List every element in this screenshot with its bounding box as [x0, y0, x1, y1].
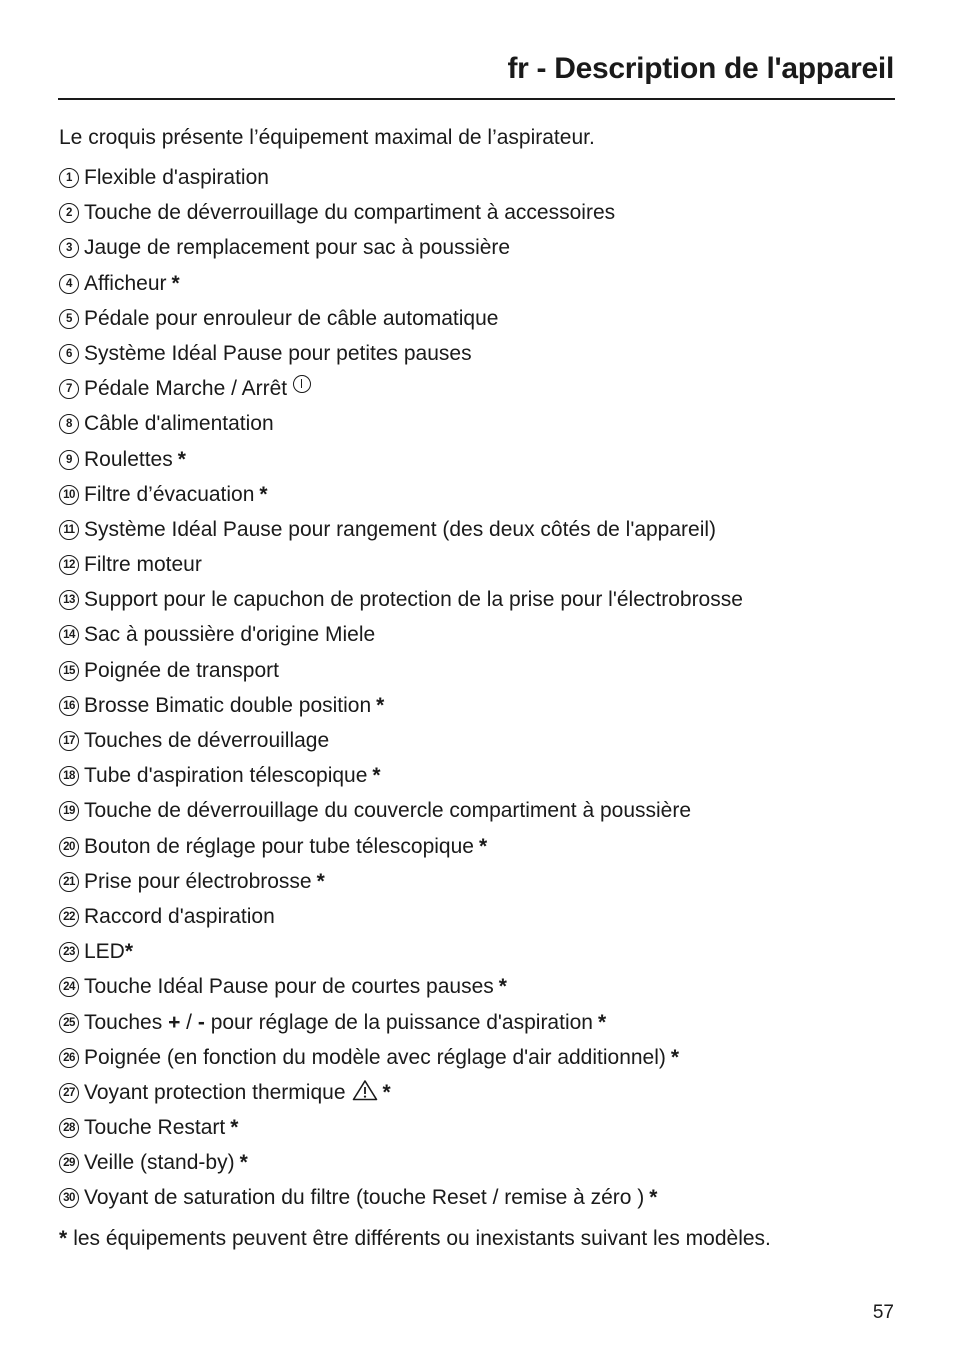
item-number-badge: 5 [59, 309, 79, 329]
list-item [59, 1009, 743, 1044]
list-item [59, 164, 743, 199]
item-number-badge: 14 [59, 625, 79, 645]
item-label: Filtre d’évacuation [84, 482, 255, 506]
item-label: Câble d'alimentation [84, 412, 274, 436]
item-label: Pédale Marche / Arrêt [84, 377, 288, 401]
item-number-badge: 19 [59, 801, 79, 821]
item-label: Veille (stand-by) [84, 1151, 235, 1175]
optional-equipment-asterisk: * [382, 1080, 391, 1104]
item-number-badge: 18 [59, 766, 79, 786]
list-item [59, 1184, 743, 1219]
list-item [59, 375, 743, 410]
list-item [59, 1114, 743, 1149]
item-label: Jauge de remplacement pour sac à poussière [84, 236, 511, 260]
item-number-badge: 10 [59, 485, 79, 505]
list-item [59, 727, 743, 762]
list-item [59, 657, 743, 692]
optional-equipment-asterisk: * [316, 869, 325, 893]
list-item [59, 234, 743, 269]
item-label: LED [84, 940, 125, 964]
optional-equipment-asterisk: * [597, 1010, 607, 1034]
item-label: Sac à poussière d'origine Miele [84, 623, 376, 647]
item-label: Filtre moteur [84, 553, 202, 577]
item-number-badge: 23 [59, 942, 79, 962]
page-number: 57 [872, 1302, 894, 1323]
item-label: Voyant protection thermique [84, 1080, 346, 1104]
plus-symbol: + [168, 1010, 181, 1034]
item-number-badge: 11 [59, 520, 79, 540]
item-label: Touche Idéal Pause pour de courtes pauses [84, 975, 494, 999]
item-label: Voyant de saturation du filtre (touche Reset / remise à zéro ) [84, 1186, 645, 1210]
list-item [59, 199, 743, 234]
item-number-badge: 25 [59, 1013, 79, 1033]
item-label: Touche Restart [84, 1116, 226, 1140]
item-number-badge: 15 [59, 661, 79, 681]
item-number-badge: 3 [59, 238, 79, 258]
item-label: Prise pour électrobrosse [84, 869, 312, 893]
optional-equipment-asterisk: * [124, 940, 134, 964]
optional-equipment-asterisk: * [259, 482, 268, 506]
optional-equipment-asterisk: * [177, 447, 186, 471]
list-item [59, 903, 743, 938]
item-label: Poignée (en fonction du modèle avec réglage d'air additionnel) [84, 1045, 666, 1069]
item-number-badge: 2 [59, 203, 79, 223]
item-number-badge: 22 [59, 907, 79, 927]
item-label: Flexible d'aspiration [84, 166, 269, 189]
item-number-badge: 17 [59, 731, 79, 751]
list-item [59, 551, 743, 586]
item-label: Poignée de transport [84, 658, 279, 682]
item-number-badge: 13 [59, 590, 79, 610]
slash-symbol: / [186, 1010, 193, 1034]
item-number-badge: 7 [59, 379, 79, 399]
item-label: Système Idéal Pause pour petites pauses [84, 341, 472, 365]
list-item [59, 270, 743, 305]
minus-symbol: - [197, 1010, 205, 1034]
item-number-badge: 20 [59, 837, 79, 857]
title-divider [58, 98, 895, 100]
component-list [59, 164, 743, 1220]
item-number-badge: 28 [59, 1118, 79, 1138]
item-number-badge: 1 [59, 168, 79, 188]
footnote [59, 1227, 771, 1251]
list-item [59, 1044, 743, 1079]
item-label: Raccord d'aspiration [84, 904, 275, 928]
list-item [59, 1079, 743, 1114]
item-number-badge: 12 [59, 555, 79, 575]
item-label: Touches de déverrouillage [84, 729, 330, 752]
page-title: fr - Description de l'appareil [507, 52, 894, 85]
item-label: Support pour le capuchon de protection de la prise pour l'électrobrosse [84, 588, 743, 612]
item-number-badge: 21 [59, 872, 79, 892]
optional-equipment-asterisk: * [372, 764, 381, 788]
optional-equipment-asterisk: * [171, 271, 180, 295]
optional-equipment-asterisk: * [649, 1186, 658, 1210]
item-label: Bouton de réglage pour tube télescopique [84, 834, 474, 858]
item-label: Roulettes [84, 447, 173, 471]
item-label: Afficheur [84, 271, 167, 295]
optional-equipment-asterisk: * [478, 834, 488, 858]
item-number-badge: 29 [59, 1153, 79, 1173]
item-number-badge: 30 [59, 1188, 79, 1208]
list-item [59, 481, 743, 516]
list-item [59, 868, 743, 903]
footnote-text: les équipements peuvent être différents ou inexistants suivant les modèles. [73, 1227, 771, 1250]
optional-equipment-asterisk: * [376, 693, 385, 717]
footnote-asterisk: * [59, 1227, 68, 1250]
intro-text: Le croquis présente l’équipement maximal de l’aspirateur. [59, 126, 595, 149]
list-item [59, 586, 743, 621]
item-label: Tube d'aspiration télescopique [84, 764, 368, 788]
item-label [84, 1009, 593, 1037]
item-label: Pédale pour enrouleur de câble automatique [84, 306, 499, 330]
item-number-badge: 27 [59, 1083, 79, 1103]
item-number-badge: 4 [59, 274, 79, 294]
item-label-pre: Touches [84, 1010, 163, 1034]
item-number-badge: 8 [59, 414, 79, 434]
list-item [59, 1149, 743, 1184]
item-number-badge: 16 [59, 696, 79, 716]
optional-equipment-asterisk: * [670, 1045, 680, 1069]
optional-equipment-asterisk: * [230, 1116, 239, 1140]
item-number-badge: 26 [59, 1048, 79, 1068]
item-label: Brosse Bimatic double position [84, 693, 372, 717]
list-item [59, 410, 743, 445]
item-label: Système Idéal Pause pour rangement (des deux côtés de l'appareil) [84, 517, 717, 541]
list-item [59, 446, 743, 481]
item-label-post: pour réglage de la puissance d'aspiration [210, 1010, 593, 1034]
list-item [59, 833, 743, 868]
list-item [59, 797, 743, 832]
optional-equipment-asterisk: * [239, 1151, 248, 1175]
item-label: Touche de déverrouillage du couvercle compartiment à poussière [84, 799, 692, 823]
warning-icon [352, 1079, 378, 1101]
item-number-badge: 24 [59, 977, 79, 997]
list-item [59, 340, 743, 375]
list-item [59, 692, 743, 727]
list-item [59, 516, 743, 551]
optional-equipment-asterisk: * [498, 975, 507, 999]
list-item [59, 938, 743, 973]
item-label: Touche de déverrouillage du compartiment à accessoires [84, 201, 616, 225]
item-number-badge: 9 [59, 450, 79, 470]
item-number-badge: 6 [59, 344, 79, 364]
list-item [59, 762, 743, 797]
power-icon [293, 375, 311, 393]
list-item [59, 621, 743, 656]
list-item [59, 973, 743, 1008]
list-item [59, 305, 743, 340]
